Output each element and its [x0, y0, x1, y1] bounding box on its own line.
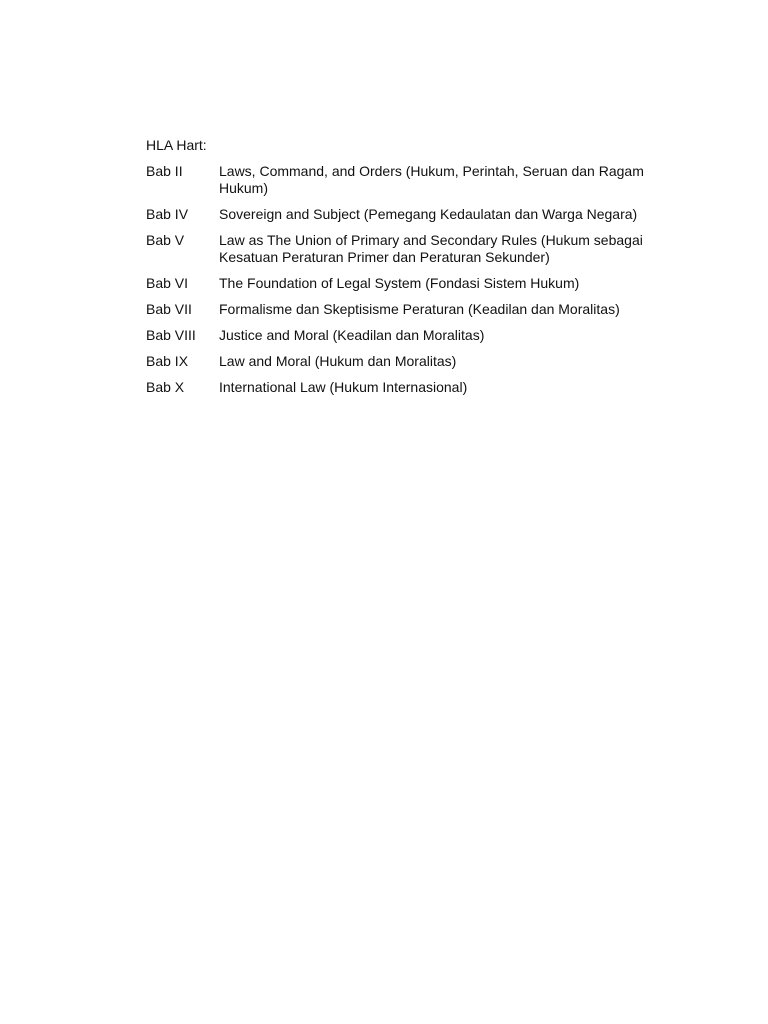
toc-entry: [146, 379, 666, 396]
toc-chapter-label: Bab VI: [146, 275, 189, 291]
toc-chapter-title: Formalisme dan Skeptisisme Peraturan (Keadilan dan Moralitas): [219, 301, 620, 317]
toc-entry: [146, 301, 666, 318]
toc-chapter-label: Bab V: [146, 232, 185, 248]
toc-entry: [146, 163, 666, 197]
toc-chapter-label: Bab IX: [146, 353, 189, 369]
toc-chapter-title: The Foundation of Legal System (Fondasi Sistem Hukum): [219, 275, 580, 291]
toc-chapter-title: Law and Moral (Hukum dan Moralitas): [219, 353, 457, 369]
toc-chapter-title: Law as The Union of Primary and Secondary Rules (Hukum sebagai Kesatuan Peraturan Primer dan Peraturan Sekunder): [219, 232, 643, 265]
toc-entry: [146, 327, 666, 344]
toc-entry: [146, 275, 666, 292]
toc-chapter-label: Bab X: [146, 379, 185, 395]
toc-chapter-label: Bab VIII: [146, 327, 196, 343]
document-content: [146, 137, 666, 405]
toc-chapter-title: Justice and Moral (Keadilan dan Moralitas): [219, 327, 485, 343]
document-heading: HLA Hart:: [146, 137, 207, 153]
toc-chapter-label: Bab VII: [146, 301, 192, 317]
toc-chapter-title: International Law (Hukum Internasional): [219, 379, 468, 395]
toc-chapter-label: Bab II: [146, 163, 183, 179]
toc-chapter-title: Laws, Command, and Orders (Hukum, Perintah, Seruan dan Ragam Hukum): [219, 163, 644, 196]
toc-entry: [146, 206, 666, 223]
toc-entry: [146, 353, 666, 370]
toc-chapter-label: Bab IV: [146, 206, 189, 222]
toc-entry: [146, 232, 666, 266]
toc-chapter-title: Sovereign and Subject (Pemegang Kedaulatan dan Warga Negara): [219, 206, 638, 222]
